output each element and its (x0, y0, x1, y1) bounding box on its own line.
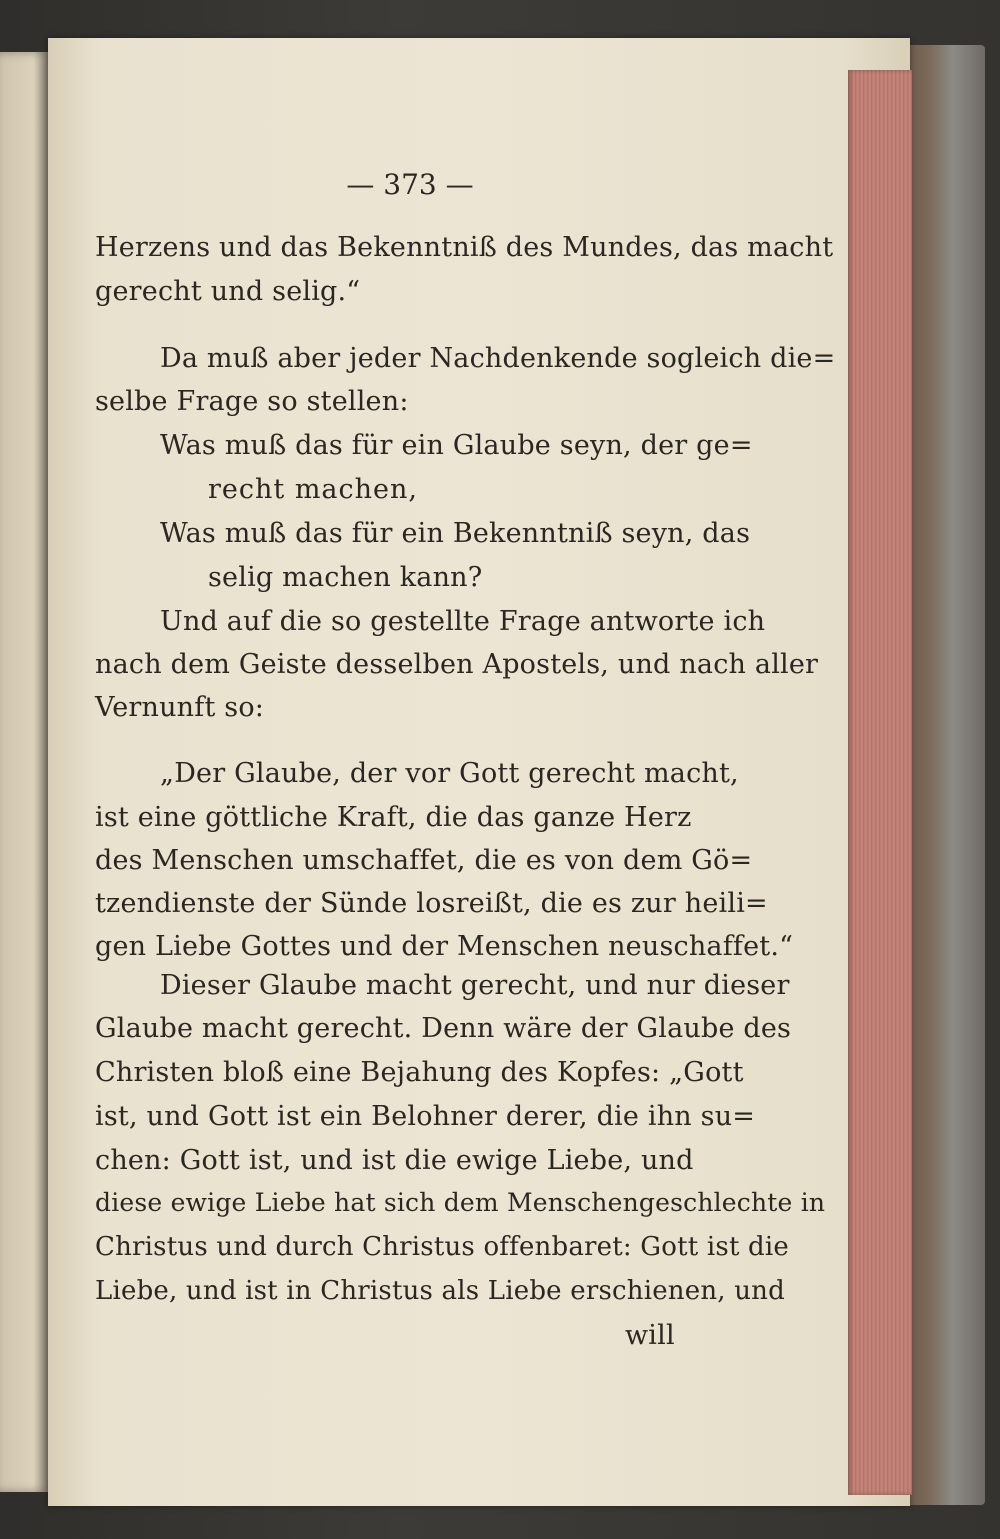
text-line: Christen bloß eine Bejahung des Kopfes: „Gott (95, 1057, 744, 1088)
text-line: Dieser Glaube macht gerecht, und nur dieser (160, 970, 790, 1001)
left-page-edge (0, 52, 48, 1492)
page-stack-edge (848, 70, 912, 1495)
text-line: ist, und Gott ist ein Belohner derer, die ihn su= (95, 1101, 756, 1132)
text-line: Was muß das für ein Bekenntniß seyn, das (160, 518, 751, 549)
book-cover-edge (905, 45, 985, 1505)
text-line: des Menschen umschaffet, die es von dem Gö= (95, 845, 753, 876)
catchword: will (625, 1320, 675, 1351)
text-line: Christus und durch Christus offenbaret: Gott ist die (95, 1232, 790, 1262)
text-line: diese ewige Liebe hat sich dem Menschengeschlechte in (95, 1188, 826, 1217)
text-line: chen: Gott ist, und ist die ewige Liebe, und (95, 1145, 694, 1176)
text-line: Was muß das für ein Glaube seyn, der ge= (160, 430, 753, 461)
text-line: tzendienste der Sünde losreißt, die es zur heili= (95, 888, 768, 919)
text-line: Vernunft so: (95, 692, 265, 723)
text-line: Glaube macht gerecht. Denn wäre der Glaube des (95, 1013, 792, 1044)
text-line: Da muß aber jeder Nachdenkende sogleich die= (160, 343, 836, 374)
page-number-header: — 373 — (346, 168, 474, 201)
text-line: ist eine göttliche Kraft, die das ganze Herz (95, 802, 692, 833)
text-line: Liebe, und ist in Christus als Liebe erschienen, und (95, 1276, 785, 1306)
text-line: Herzens und das Bekenntniß des Mundes, das macht (95, 232, 834, 263)
text-line: selig machen kann? (208, 562, 483, 593)
text-line: nach dem Geiste desselben Apostels, und nach aller (95, 649, 819, 680)
text-line: recht machen, (208, 474, 418, 505)
text-line: Und auf die so gestellte Frage antworte ich (160, 606, 766, 637)
text-line: gerecht und selig.“ (95, 276, 361, 307)
text-line: „Der Glaube, der vor Gott gerecht macht, (160, 758, 739, 789)
text-line: selbe Frage so stellen: (95, 386, 409, 417)
text-line: gen Liebe Gottes und der Menschen neuschaffet.“ (95, 931, 794, 962)
